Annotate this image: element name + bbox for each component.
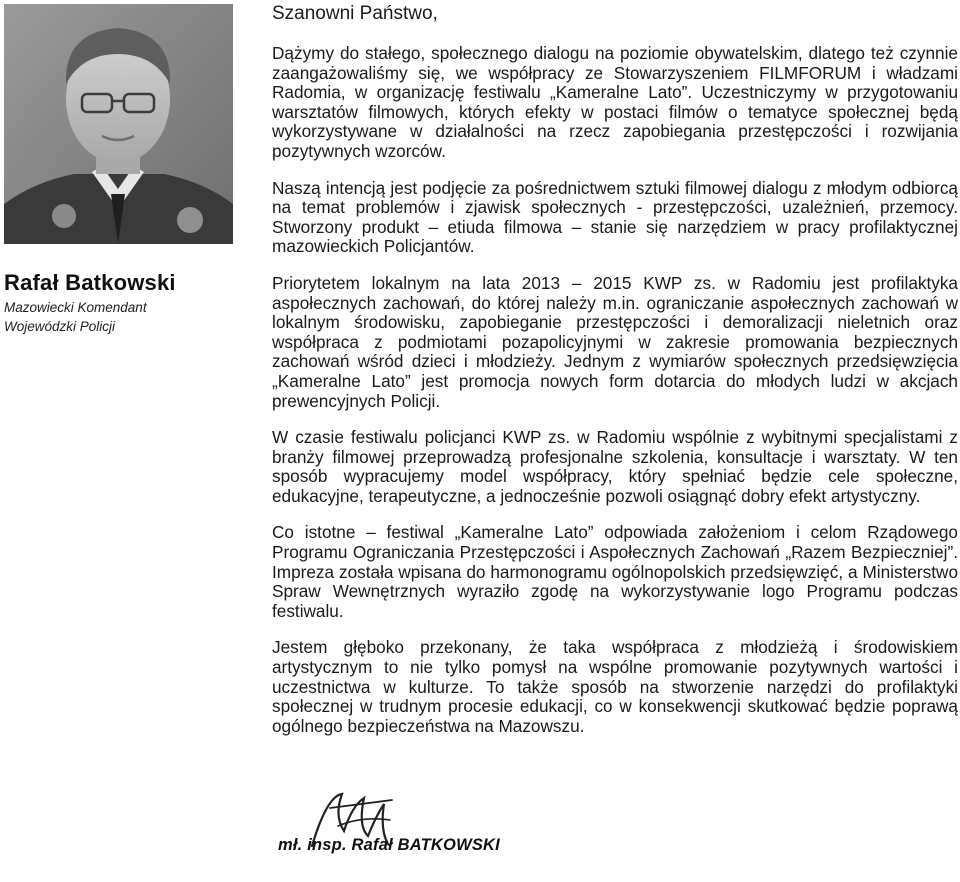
signature-printed-name: mł. insp. Rafał BATKOWSKI — [278, 836, 500, 854]
signature — [272, 786, 512, 866]
salutation: Szanowni Państwo, — [272, 3, 438, 24]
letter-paragraph: Naszą intencją jest podjęcie za pośrednictwem sztuki filmowej dialogu z młodym odbiorcą na temat problemów i zjawisk społecznych - przestępczości, uzależnień, przemocy. Stworzony produkt – etiuda filmowa – stanie się narzędziem w pracy profilaktycznej mazowieckich Policjantów. — [272, 177, 958, 257]
author-role-line-2: Wojewódzki Policji — [4, 319, 116, 334]
author-name: Rafał Batkowski — [4, 270, 176, 295]
letter-body — [272, 0, 958, 736]
author-photo — [4, 4, 233, 244]
letter-paragraph: Priorytetem lokalnym na lata 2013 – 2015 KWP zs. w Radomiu jest profilaktyka aspołecznych zachowań, do której należy m.in. ograniczanie aspołecznych zachowań w lokalnym środowisku, zapobieganie przestępczości i demoralizacji nieletnich oraz współpraca z podmiotami pozapolicyjnymi w zakresie promowania bezpiecznych zachowań wśród dzieci i młodzieży. Jednym z wymiarów społecznych przedsięwzięcia „Kameralne Lato” jest promocja nowych form dotarcia do młodych ludzi w akcjach prewencyjnych Policji. — [272, 272, 958, 411]
letter-paragraph: W czasie festiwalu policjanci KWP zs. w Radomiu wspólnie z wybitnymi specjalistami z branży filmowej przeprowadzą profesjonalne szkolenia, konsultacje i warsztaty. W ten sposób wypracujemy model współpracy, który spełniać będzie cele społeczne, edukacyjne, terapeutyczne, a jednocześnie pozwoli osiągnąć dobry efekt artystyczny. — [272, 427, 958, 506]
portrait-photo-icon — [4, 4, 233, 244]
letter-paragraph: Dążymy do stałego, społecznego dialogu na poziomie obywatelskim, dlatego też czynnie zaangażowaliśmy się, we współpracy ze Stowarzyszeniem FILMFORUM i władzami Radomia, w organizację festiwalu „Kameralne Lato”. Uczestniczymy w przygotowaniu warsztatów filmowych, których efekty w postaci filmów o tematyce społecznej będą wykorzystywane w działalności na rzecz zapobiegania przestępczości i rozwijania pozytywnych wzorców. — [272, 43, 958, 161]
letter-paragraph: Co istotne – festiwal „Kameralne Lato” odpowiada założeniom i celom Rządowego Programu Ograniczania Przestępczości i Aspołecznych Zachowań „Razem Bezpieczniej”. Impreza została wpisana do harmonogramu ogólnopolskich przedsięwzięć, a Ministerstwo Spraw Wewnętrznych wyraziło zgodę na wykorzystywanie logo Programu podczas festiwalu. — [272, 522, 958, 621]
letter-paragraph: Jestem głęboko przekonany, że taka współpraca z młodzieżą i środowiskiem artystycznym to nie tylko pomysł na wspólne promowanie pozytywnych wartości i uczestnictwa w kulturze. To także sposób na stworzenie narzędzi do profilaktyki społecznej w trudnym procesie edukacji, co w konsekwencji skutkować będzie poprawą ogólnego bezpieczeństwa na Mazowszu. — [272, 637, 958, 736]
author-role-line-1: Mazowiecki Komendant — [4, 300, 147, 315]
author-role — [4, 298, 244, 336]
